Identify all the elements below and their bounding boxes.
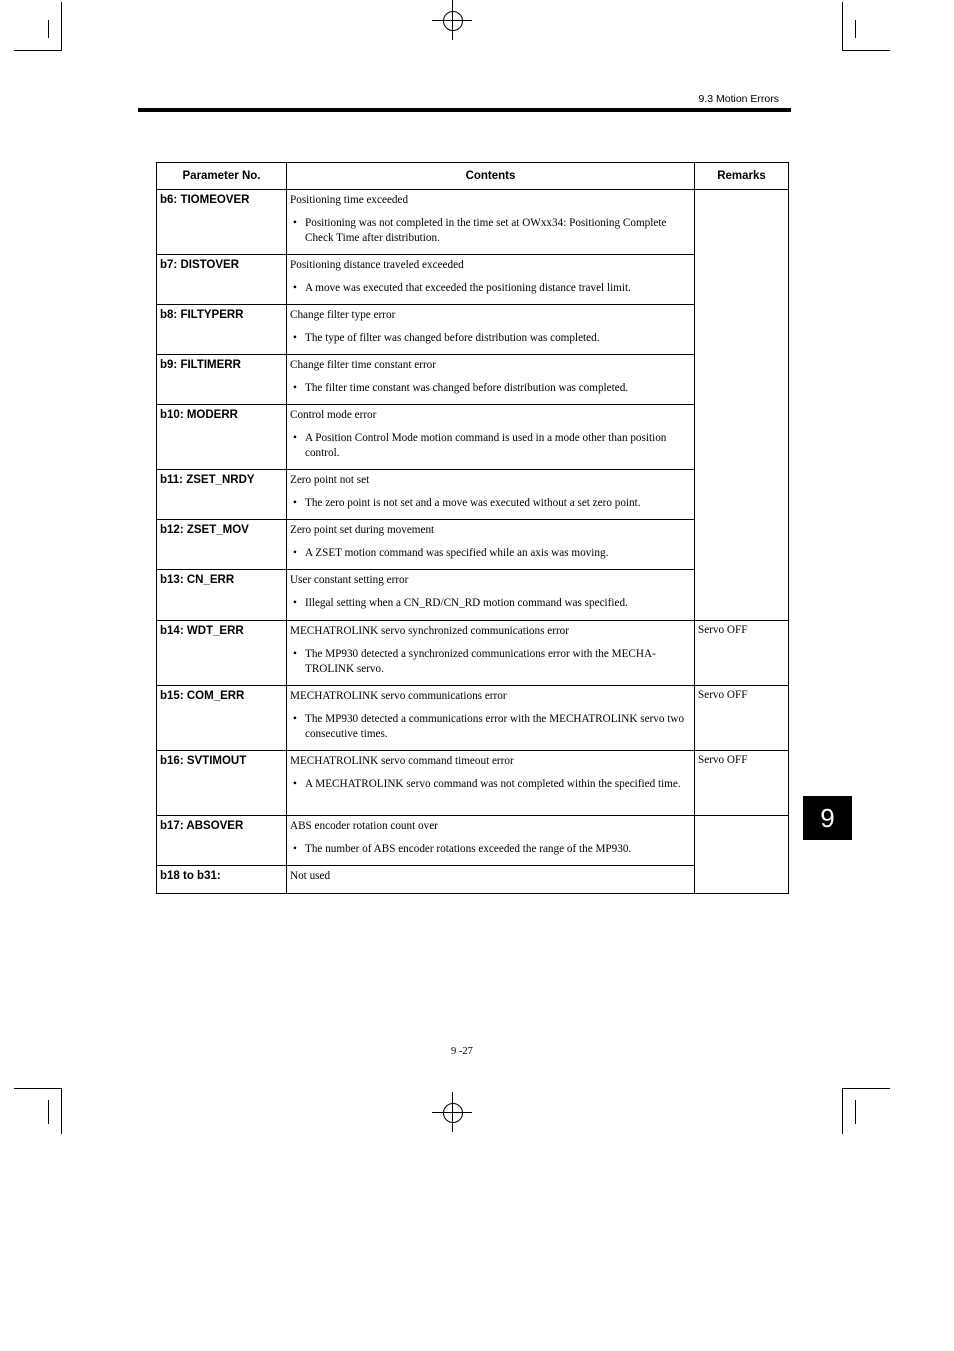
- error-title: MECHATROLINK servo communications error: [290, 690, 507, 702]
- error-title: Change filter time constant error: [290, 359, 437, 371]
- error-description: • The type of filter was changed before distribution was completed.: [293, 332, 600, 344]
- error-title: Change filter type error: [290, 309, 396, 321]
- bullet-icon: •: [293, 497, 297, 509]
- contents-cell: [287, 305, 695, 355]
- contents-cell: [287, 570, 695, 621]
- error-description: • The number of ABS encoder rotations exceeded the range of the MP930.: [293, 843, 632, 855]
- table-row: [157, 255, 789, 305]
- parameter-cell: b8: FILTYPERR: [157, 305, 287, 355]
- bullet-icon: •: [293, 648, 297, 660]
- column-header-contents: Contents: [287, 163, 695, 190]
- parameter-cell: b9: FILTIMERR: [157, 355, 287, 405]
- error-title: Zero point not set: [290, 474, 370, 486]
- contents-cell: [287, 255, 695, 305]
- table-row: [157, 355, 789, 405]
- error-title: User constant setting error: [290, 574, 409, 586]
- parameter-cell: b10: MODERR: [157, 405, 287, 470]
- table-row: [157, 405, 789, 470]
- error-description: • The MP930 detected a synchronized communications error with the MECHA-TROLINK servo.: [293, 648, 656, 675]
- table-row: [157, 305, 789, 355]
- error-title: Positioning time exceeded: [290, 194, 409, 206]
- bullet-icon: •: [293, 382, 297, 394]
- error-description: • A Position Control Mode motion command is used in a mode other than position control.: [293, 432, 667, 459]
- contents-cell: [287, 355, 695, 405]
- parameter-cell: b18 to b31:: [157, 866, 287, 894]
- error-title: MECHATROLINK servo synchronized communications error: [290, 625, 570, 637]
- table-row: [157, 470, 789, 520]
- table-row: [157, 520, 789, 570]
- table-row: [157, 621, 789, 686]
- error-description: • The zero point is not set and a move was executed without a set zero point.: [293, 497, 641, 509]
- bullet-icon: •: [293, 713, 297, 725]
- contents-cell: [287, 621, 695, 686]
- remarks-cell: Servo OFF: [695, 751, 789, 816]
- parameter-cell: b15: COM_ERR: [157, 686, 287, 751]
- contents-cell: [287, 866, 695, 894]
- bullet-icon: •: [293, 778, 297, 790]
- remarks-cell: Servo OFF: [695, 686, 789, 751]
- table-row: [157, 751, 789, 816]
- error-description: • The MP930 detected a communications error with the MECHATROLINK servo two consecutive times.: [293, 713, 685, 740]
- parameter-cell: b17: ABSOVER: [157, 816, 287, 866]
- bullet-icon: •: [293, 432, 297, 444]
- bullet-icon: •: [293, 597, 297, 609]
- contents-cell: [287, 405, 695, 470]
- error-title: ABS encoder rotation count over: [290, 820, 438, 832]
- parameter-cell: b12: ZSET_MOV: [157, 520, 287, 570]
- contents-cell: [287, 751, 695, 816]
- bullet-icon: •: [293, 547, 297, 559]
- bullet-icon: •: [293, 282, 297, 294]
- table-header-row: [157, 163, 789, 190]
- remarks-cell: [695, 190, 789, 621]
- contents-cell: [287, 686, 695, 751]
- table-row: [157, 866, 789, 894]
- section-header: 9.3 Motion Errors: [698, 93, 779, 105]
- error-title: Positioning distance traveled exceeded: [290, 259, 464, 271]
- error-description: • A MECHATROLINK servo command was not completed within the specified time.: [293, 778, 681, 790]
- error-description: • A ZSET motion command was specified while an axis was moving.: [293, 547, 609, 559]
- error-title: Not used: [290, 870, 331, 882]
- bullet-icon: •: [293, 843, 297, 855]
- parameter-cell: b14: WDT_ERR: [157, 621, 287, 686]
- contents-cell: [287, 190, 695, 255]
- remarks-cell: Servo OFF: [695, 621, 789, 686]
- parameter-cell: b7: DISTOVER: [157, 255, 287, 305]
- bullet-icon: •: [293, 332, 297, 344]
- parameter-cell: b11: ZSET_NRDY: [157, 470, 287, 520]
- parameter-cell: b13: CN_ERR: [157, 570, 287, 621]
- error-description: • Illegal setting when a CN_RD/CN_RD motion command was specified.: [293, 597, 628, 609]
- table-row: [157, 190, 789, 255]
- remarks-cell: [695, 816, 789, 894]
- table-row: [157, 816, 789, 866]
- contents-cell: [287, 520, 695, 570]
- column-header-remarks: Remarks: [695, 163, 789, 190]
- parameter-cell: b6: TIOMEOVER: [157, 190, 287, 255]
- bullet-icon: •: [293, 217, 297, 229]
- table-row: [157, 570, 789, 621]
- contents-cell: [287, 816, 695, 866]
- error-title: Control mode error: [290, 409, 377, 421]
- contents-cell: [287, 470, 695, 520]
- chapter-tab: 9: [803, 796, 852, 840]
- parameter-cell: b16: SVTIMOUT: [157, 751, 287, 816]
- table-row: [157, 686, 789, 751]
- error-description: • A move was executed that exceeded the positioning distance travel limit.: [293, 282, 631, 294]
- column-header-parameter: Parameter No.: [157, 163, 287, 190]
- error-description: • The filter time constant was changed before distribution was completed.: [293, 382, 629, 394]
- page-number: 9 -27: [451, 1046, 473, 1057]
- error-description: • Positioning was not completed in the time set at OWxx34: Positioning Complete Check Time after distribution.: [293, 217, 667, 244]
- error-title: Zero point set during movement: [290, 524, 435, 536]
- header-rule: [138, 108, 791, 112]
- motion-errors-table: [156, 162, 789, 894]
- error-title: MECHATROLINK servo command timeout error: [290, 755, 514, 767]
